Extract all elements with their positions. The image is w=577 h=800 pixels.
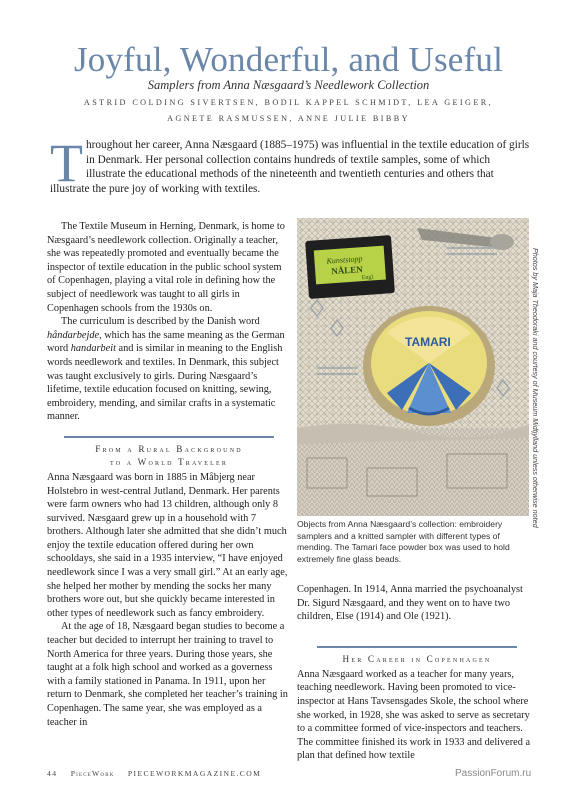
label-green-2: NÅLEN: [330, 264, 364, 277]
body-paragraph: [47, 315, 291, 424]
tamari-label: TAMARI: [405, 335, 451, 349]
body-paragraph: Copenhagen. In 1914, Anna married the psychoanalyst Dr. Sigurd Næsgaard, and they went on to have two children, Else (1914) and Ole (1921).: [297, 584, 523, 623]
section-heading-line: to a World Traveler: [109, 456, 229, 467]
watermark: PassionForum.ru: [455, 768, 532, 779]
left-column: [47, 220, 291, 729]
section-heading-career: Her Career in Copenhagen: [317, 646, 517, 666]
body-paragraph: Anna Næsgaard was born in 1885 in Måbjerg near Holstebro in west-central Jutland, Denmark. Her parents were farm owners who had 13 children, although only 8 survived. Næsgaard grew up in a household with 7 brothers. Although later she admitted that she didn’t much enjoy the textile education offered during her own schooldays, she said in a 1935 interview, “I have enjoyed needlework since I was a very small girl.” At an early age, she helped her mother by mending the socks her many brothers wore out, but she quickly became interested in other types of needlework such as fancy embroidery.: [47, 471, 288, 619]
label-green-3: Engl.: [361, 274, 375, 282]
magazine-name: PieceWork: [70, 769, 115, 778]
danish-term: håndarbejde: [47, 329, 100, 341]
magazine-site: PIECEWORKMAGAZINE.COM: [127, 769, 262, 778]
body-text: and is similar in meaning to the English words needlework and textiles. In Denmark, this subject was taught exclusively to girls. During Næsgaard’s lifetime, textile education focused on knitting, sewing, embroidery, mending, and similar crafts in a systematic manner.: [47, 343, 283, 423]
article-subtitle: Samplers from Anna Næsgaard’s Needlework Collection: [147, 78, 430, 92]
body-text: , which has the same meaning as the German word: [47, 329, 285, 355]
article-title: Joyful, Wonderful, and Useful: [73, 40, 504, 79]
section-heading-rural-background: [64, 436, 274, 469]
german-term: handarbeit: [70, 343, 116, 355]
drop-cap: T: [50, 133, 83, 193]
label-green-1: Kunststopp: [326, 254, 363, 266]
collection-photo: [297, 218, 529, 516]
right-column: [297, 583, 537, 763]
page-footer: [47, 769, 261, 778]
photo-illustration: [297, 218, 529, 516]
body-text: The curriculum is described by the Danish word: [61, 316, 260, 328]
intro-text: hroughout her career, Anna Næsgaard (1885–1975) was influential in the textile education of girls in Denmark. Her personal collection contains hundreds of textile samples, some of which illustrate the educational methods of the nineteenth and twentieth centuries and others that illustrate the pure joy of working with textiles.: [50, 139, 530, 195]
authors-line-1: ASTRID COLDING SIVERTSEN, BODIL KAPPEL SCHMIDT, LEA GEIGER,: [83, 98, 494, 107]
page-number: 44: [47, 769, 58, 778]
photo-credit: [528, 248, 544, 528]
body-paragraph: The Textile Museum in Herning, Denmark, is home to Næsgaard’s needlework collection. Originally a teacher, she was repeatedly promoted and eventually became the inspector of textile education in the public school system of Copenhagen, playing a vital role in defining how the subject of needlework was taught to all girls in Copenhagen schools from the 1930s on.: [47, 221, 285, 314]
body-paragraph: At the age of 18, Næsgaard began studies to become a teacher but decided to interrupt her training to travel to North America for three years. During those years, she taught at a folk high school and worked as a governess with a family stationed in Panama. In 1911, upon her return to Denmark, she completed her teacher’s training in Copenhagen. The same year, she was employed as a teacher in: [47, 621, 288, 728]
authors-line-2: AGNETE RASMUSSEN, ANNE JULIE BIBBY: [167, 114, 410, 123]
photo-credit-text: Photos by Maja Theodoraki and courtesy of Museum Midtjylland unless otherwise noted: [531, 248, 540, 528]
intro-paragraph: [50, 133, 530, 196]
photo-caption: Objects from Anna Næsgaard’s collection: embroidery samplers and a knitted sampler with different types of mending. The Tamari face powder box was used to hold extremely fine glass beads.: [297, 519, 510, 564]
body-paragraph: Anna Næsgaard worked as a teacher for many years, teaching needlework. Having been promoted to vice-inspector at Hans Tavsensgades Skole, the school where she worked, in 1928, she was asked to serve as secretary to a committee formed of vice-inspectors and teachers. The committee finished its work in 1933 and delivered a plan that defined how textile: [297, 668, 531, 762]
section-heading-line: From a Rural Background: [95, 443, 243, 454]
